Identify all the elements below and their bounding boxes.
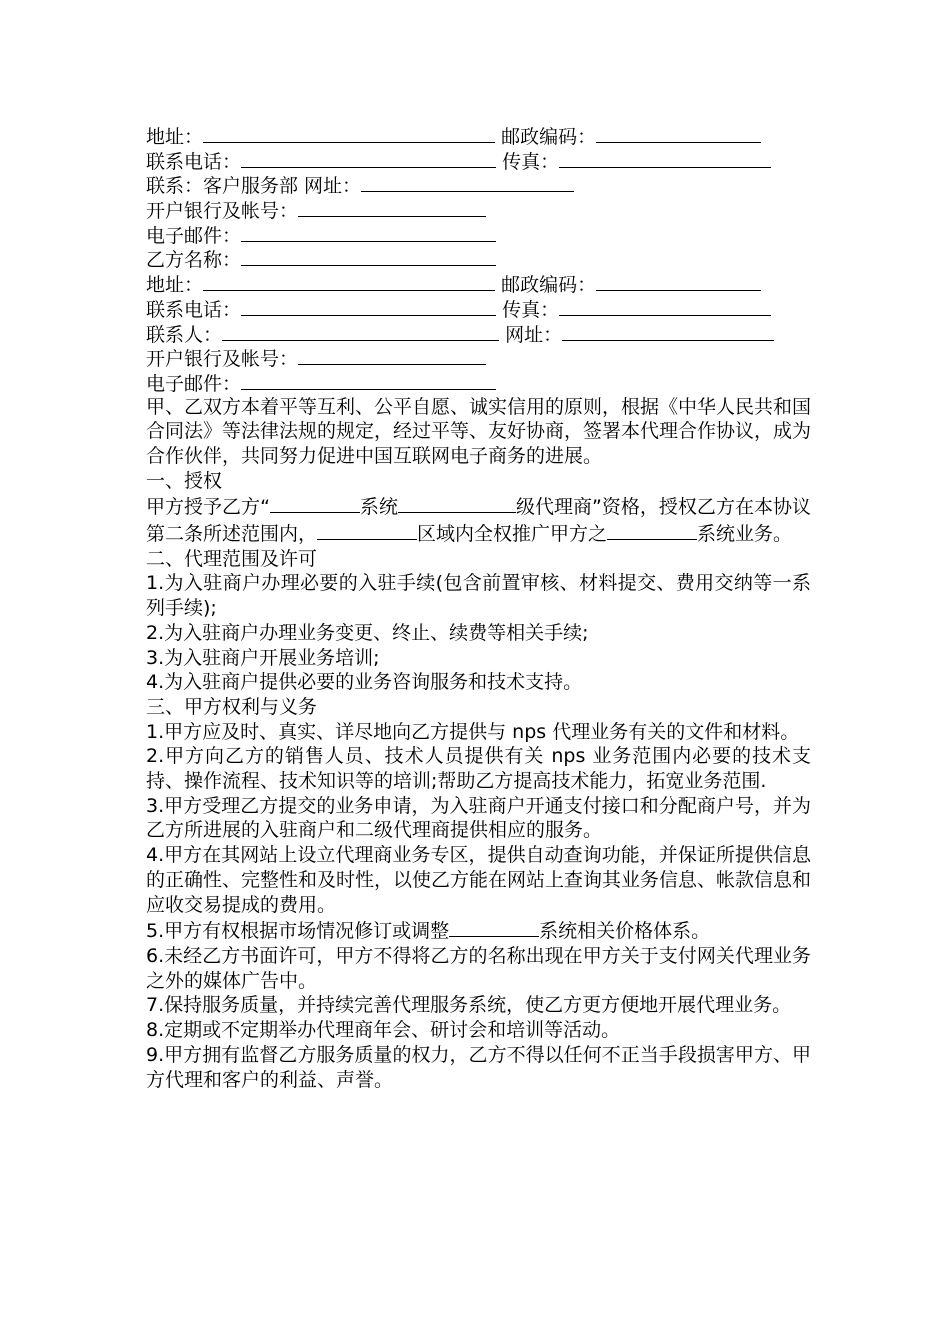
party-b-name-label: 乙方名称： (146, 249, 242, 272)
fax-blank (559, 148, 771, 168)
preamble-paragraph: 甲、乙双方本着平等互利、公平自愿、诚实信用的原则，根据《中华人民共和国合同法》等法律法规的规定，经过平等、友好协商，签署本代理合作协议，成为合作伙伴，共同努力促进中国互联网电子商务的进展。 (146, 395, 812, 467)
contact-blank (222, 321, 499, 341)
list-item: 6.未经乙方书面许可，甲方不得将乙方的名称出现在甲方关于支付网关代理业务之外的媒体广告中。 (146, 944, 811, 992)
address-label: 地址： (146, 274, 204, 297)
address-label: 地址： (146, 126, 204, 148)
list-item: 1.为入驻商户办理必要的入驻手续(包含前置审核、材料提交、费用交纳等一系列手续); (146, 572, 811, 620)
list-item: 2.为入驻商户办理业务变更、终止、续费等相关手续; (146, 621, 589, 644)
party-b-name-blank (241, 246, 496, 266)
list-item: 7.保持服务质量，并持续完善代理服务系统，使乙方更方便地开展代理业务。 (146, 994, 792, 1017)
list-item: 8.定期或不定期举办代理商年会、研讨会和培训等活动。 (146, 1019, 621, 1042)
section-heading: 一、授权 (146, 469, 223, 492)
authorization-paragraph: 甲方授予乙方“ 系统 级代理商”资格，授权乙方在本协议第二条所述范围内， 区域内全权推广甲方之 系统业务。 (146, 493, 811, 546)
address-blank (203, 271, 495, 291)
party-b-address-line (146, 271, 811, 296)
fax-label: 传真： (502, 298, 560, 321)
email-blank (241, 222, 496, 242)
postcode-label: 邮政编码： (501, 126, 597, 148)
bank-blank (298, 345, 486, 365)
party-b-phone-line (146, 296, 811, 321)
party-a-phone-line (146, 148, 811, 173)
bank-label: 开户银行及帐号： (146, 200, 299, 223)
email-label: 电子邮件： (146, 224, 242, 247)
phone-blank (241, 296, 496, 316)
phone-blank (241, 148, 496, 168)
list-item: 3.甲方受理乙方提交的业务申请，为入驻商户开通支付接口和分配商户号，并为乙方所进展的入驻商户和二级代理商提供相应的服务。 (146, 794, 811, 842)
phone-label: 联系电话： (146, 298, 242, 321)
postcode-blank (596, 123, 761, 143)
contact-label: 联系人： (146, 323, 223, 346)
party-b-bank-line (146, 345, 811, 370)
website-label: 网址： (505, 323, 563, 346)
list-item: 1.甲方应及时、真实、详尽地向乙方提供与 nps 代理业务有关的文件和材料。 (146, 720, 800, 743)
blank (270, 493, 360, 513)
address-blank (203, 123, 495, 143)
blank (449, 917, 539, 937)
party-b-name-line (146, 246, 811, 271)
blank (317, 520, 417, 540)
list-item: 2.甲方向乙方的销售人员、技术人员提供有关 nps 业务范围内必要的技术支持、操作流程、技术知识等的培训;帮助乙方提高技术能力，拓宽业务范围. (146, 745, 811, 793)
list-item: 5.甲方有权根据市场情况修订或调整 系统相关价格体系。 (146, 917, 811, 944)
list-item: 3.为入驻商户开展业务培训; (146, 646, 380, 669)
fax-blank (559, 296, 771, 316)
party-a-contact-line (146, 172, 811, 197)
list-item: 4.为入驻商户提供必要的业务咨询服务和技术支持。 (146, 671, 583, 694)
list-item: 4.甲方在其网站上设立代理商业务专区，提供自动查询功能，并保证所提供信息的正确性、完整性和及时性，以使乙方能在网站上查询其业务信息、帐款信息和应收交易提成的费用。 (146, 844, 812, 916)
blank (607, 520, 697, 540)
blank (398, 493, 516, 513)
party-b-email-line (146, 370, 811, 395)
phone-label: 联系电话： (146, 150, 242, 173)
postcode-blank (596, 271, 761, 291)
bank-blank (298, 197, 486, 217)
email-label: 电子邮件： (146, 372, 242, 395)
website-blank (562, 321, 774, 341)
party-a-email-line (146, 222, 811, 247)
list-item: 9.甲方拥有监督乙方服务质量的权力，乙方不得以任何不正当手段损害甲方、甲方代理和客户的利益、声誉。 (146, 1043, 811, 1091)
section-heading: 三、甲方权利与义务 (146, 695, 318, 718)
bank-label: 开户银行及帐号： (146, 348, 299, 371)
section-heading: 二、代理范围及许可 (146, 547, 318, 570)
fax-label: 传真： (502, 150, 560, 173)
contact-label: 联系：客户服务部 网址： (146, 175, 362, 198)
contract-page (146, 123, 811, 1092)
party-a-address-line (146, 123, 811, 148)
postcode-label: 邮政编码： (501, 274, 597, 297)
website-blank (361, 172, 574, 192)
party-b-contact-line (146, 321, 811, 346)
email-blank (241, 370, 496, 390)
party-a-bank-line (146, 197, 811, 222)
